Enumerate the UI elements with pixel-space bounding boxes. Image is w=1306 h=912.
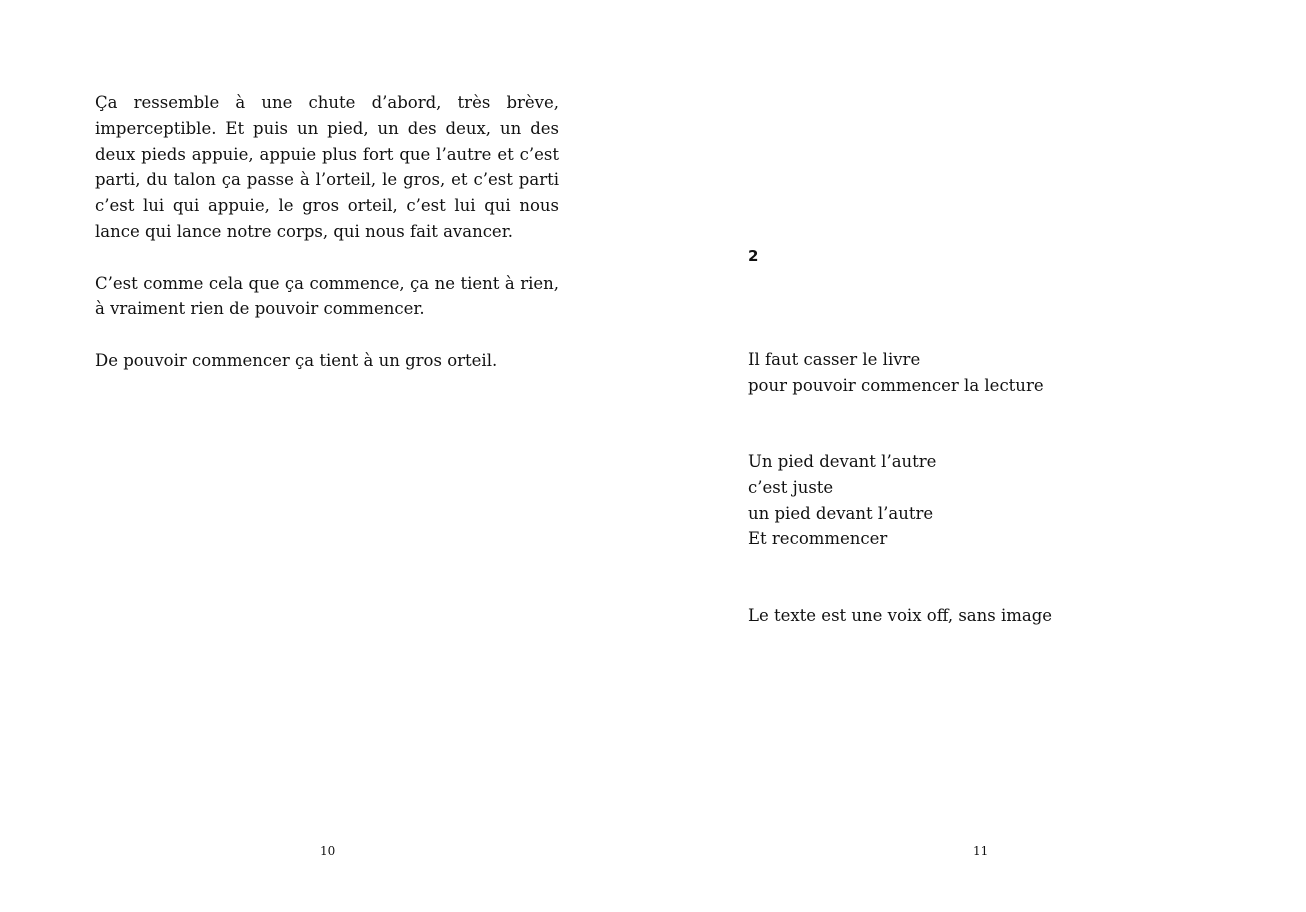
paragraph: C’est comme cela que ça commence, ça ne tient à rien, à vraiment rien de pouvoir commencer.	[95, 273, 559, 319]
verse-line: Le texte est une voix off, sans image	[748, 606, 1053, 625]
stanza	[748, 603, 1052, 629]
stanza	[748, 347, 1044, 399]
verse-line: Un pied devant l’autre	[748, 452, 937, 471]
page-number-left: 10	[320, 844, 336, 858]
stanza	[748, 449, 936, 552]
verse-line: Il faut casser le livre	[748, 350, 921, 369]
paragraph: Ça ressemble à une chute d’abord, très brève, imperceptible. Et puis un pied, un des deux, un des deux pieds appuie, appuie plus fort que l’autre et c’est parti, du talon ça passe à l’orteil, le gros, et c’est parti c’est lui qui appuie, le gros orteil, c’est lui qui nous lance qui lance notre corps, qui nous fait avancer.	[95, 93, 559, 241]
verse-line: Et recommencer	[748, 529, 888, 549]
page-number-right: 11	[973, 844, 989, 858]
verse-line: un pied devant l’autre	[748, 503, 934, 523]
verse-line: pour pouvoir commencer la lecture	[748, 375, 1044, 395]
section-number: 2	[748, 247, 759, 265]
paragraph: De pouvoir commencer ça tient à un gros orteil.	[95, 350, 498, 370]
right-page	[653, 0, 1306, 912]
verse-line: c’est juste	[748, 477, 834, 497]
prose-block	[95, 90, 559, 400]
